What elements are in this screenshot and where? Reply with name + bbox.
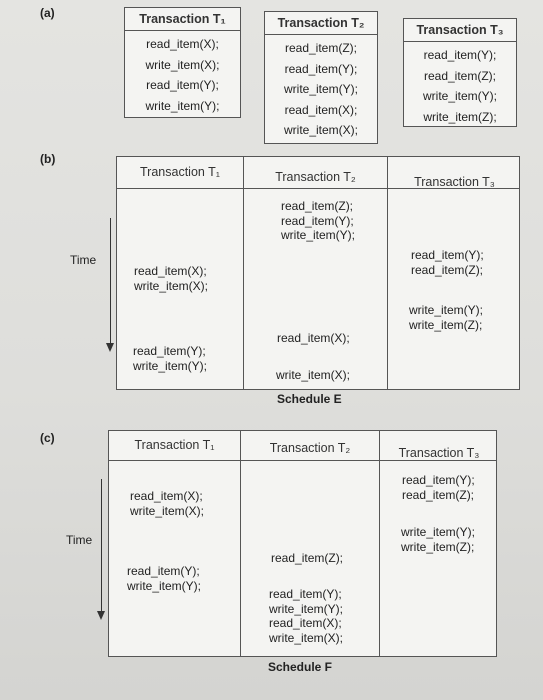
schedule-e-t1-block-1 <box>134 264 208 293</box>
op: read_item(Y); <box>402 473 475 487</box>
schedule-f-t2-block-2 <box>269 587 343 645</box>
schedule-f-header-t1: Transaction T₁ <box>134 438 215 452</box>
op: read_item(X); <box>146 37 219 51</box>
part-a-t2-ops <box>265 35 377 141</box>
op: read_item(Y); <box>281 213 354 228</box>
op: write_item(Y); <box>281 228 356 242</box>
op: read_item(Z); <box>402 487 475 502</box>
op: write_item(Y); <box>145 98 220 113</box>
op: read_item(Z); <box>423 68 497 83</box>
schedule-f-t3-block-2 <box>401 525 475 554</box>
part-a-t2-box <box>264 11 378 144</box>
op: read_item(Z); <box>284 41 358 55</box>
op: write_item(Y); <box>133 358 208 373</box>
schedule-f-caption: Schedule F <box>268 660 333 674</box>
part-c-label: (c) <box>40 431 55 445</box>
schedule-e-time-label: Time <box>70 253 97 267</box>
op: write_item(Y); <box>401 525 476 539</box>
schedule-e-t2-block-2 <box>277 331 350 346</box>
op: read_item(Z); <box>271 551 344 565</box>
op: read_item(X); <box>130 489 203 503</box>
op: read_item(Y); <box>146 78 219 92</box>
part-a-t2-title: Transaction T₂ <box>265 12 377 35</box>
schedule-f-header-t3: Transaction T₃ <box>398 446 480 460</box>
op: write_item(Y); <box>422 89 497 103</box>
schedule-e-header-t3: Transaction T₃ <box>414 175 495 189</box>
schedule-e-t2-block-3 <box>276 368 350 383</box>
schedule-e-header-t2: Transaction T₂ <box>275 170 356 184</box>
schedule-e-header-t1: Transaction T₁ <box>140 165 220 179</box>
schedule-e-caption: Schedule E <box>277 392 342 406</box>
column-divider <box>379 431 380 656</box>
op: read_item(Y); <box>284 61 358 76</box>
schedule-f-time-label: Time <box>66 533 93 547</box>
part-a-t3-ops <box>404 42 516 127</box>
op: read_item(X); <box>284 102 358 117</box>
op: write_item(Z); <box>409 317 483 332</box>
op: write_item(X); <box>269 630 344 645</box>
op: write_item(X); <box>130 503 205 518</box>
schedule-e-t3-block-2 <box>409 303 483 332</box>
part-b-label: (b) <box>40 152 56 166</box>
op: write_item(X); <box>283 123 358 137</box>
schedule-f-table <box>108 430 497 657</box>
op: write_item(Z); <box>401 539 475 554</box>
op: read_item(Z); <box>411 262 484 277</box>
schedule-e-table <box>116 156 520 390</box>
schedule-f-header-t2: Transaction T₂ <box>269 441 351 455</box>
column-divider <box>243 157 244 389</box>
op: write_item(Y); <box>269 601 344 616</box>
part-a-t1-box <box>124 7 241 118</box>
part-a-t3-title: Transaction T₃ <box>404 19 516 42</box>
op: read_item(X); <box>277 331 350 345</box>
op: write_item(Y); <box>127 578 202 593</box>
part-a-t1-title: Transaction T₁ <box>125 8 240 31</box>
schedule-e-t2-block-1 <box>281 199 355 243</box>
arrow-head-icon <box>97 611 105 620</box>
schedule-f-t2-block-1 <box>271 551 343 566</box>
op: read_item(Y); <box>269 587 342 601</box>
op: read_item(Y); <box>423 48 497 62</box>
op: write_item(X); <box>134 278 209 293</box>
op: read_item(Y); <box>411 248 484 262</box>
schedule-f-t1-block-2 <box>127 564 201 593</box>
part-a-label: (a) <box>40 6 55 20</box>
op: write_item(X); <box>276 368 351 382</box>
op: read_item(Y); <box>127 564 200 578</box>
column-divider <box>240 431 241 656</box>
schedule-e-t1-block-2 <box>133 344 207 373</box>
op: read_item(X); <box>134 264 207 278</box>
schedule-e-t3-block-1 <box>411 248 484 277</box>
schedule-e-time-arrow <box>110 218 111 344</box>
arrow-head-icon <box>106 343 114 352</box>
header-divider <box>109 460 496 461</box>
op: write_item(Y); <box>283 82 358 96</box>
op: write_item(Z); <box>423 109 497 124</box>
op: read_item(Z); <box>281 199 354 213</box>
part-a-t1-ops <box>125 31 240 116</box>
column-divider <box>387 157 388 389</box>
op: read_item(X); <box>269 616 342 630</box>
op: write_item(X); <box>145 57 220 72</box>
schedule-f-t1-block-1 <box>130 489 204 518</box>
schedule-f-time-arrow <box>101 479 102 612</box>
op: write_item(Y); <box>409 303 484 317</box>
part-a-t3-box <box>403 18 517 127</box>
schedule-f-t3-block-1 <box>402 473 475 502</box>
op: read_item(Y); <box>133 344 206 358</box>
